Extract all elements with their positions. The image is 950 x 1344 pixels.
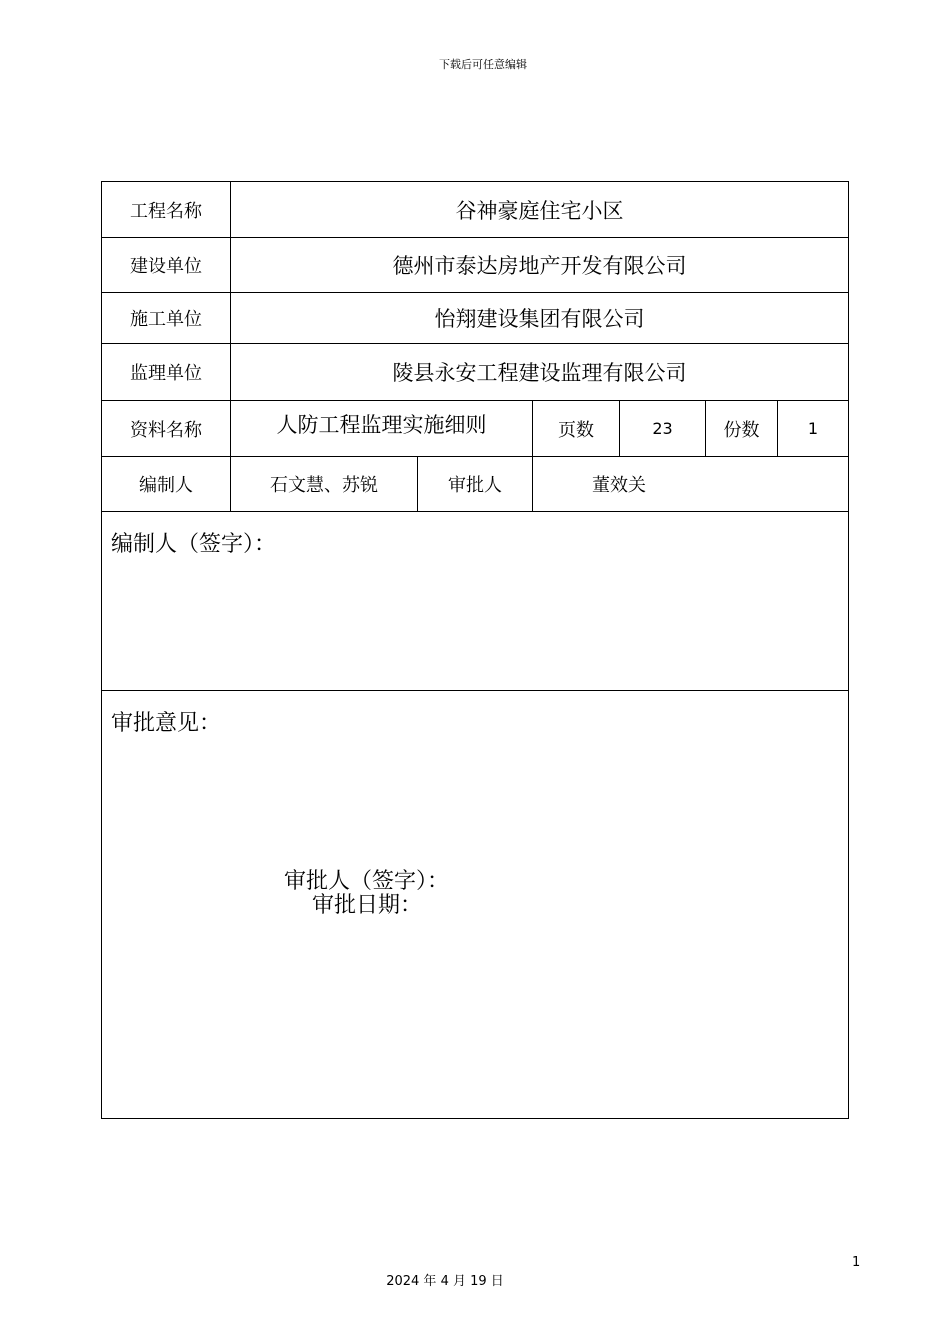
document-name-label: 资料名称 <box>130 419 202 441</box>
footer-date: 2024 年 4 月 19 日 <box>386 1274 504 1289</box>
supervision-unit-label: 监理单位 <box>130 363 202 384</box>
page-number: 1 <box>852 1255 861 1270</box>
approver-label: 审批人 <box>448 475 502 496</box>
contractor-unit-label: 施工单位 <box>130 309 202 330</box>
compiler-value: 石文慧、苏锐 <box>270 475 378 496</box>
row-divider <box>102 511 848 512</box>
approver-value: 董效关 <box>592 475 646 496</box>
compiler-label: 编制人 <box>139 475 193 496</box>
construction-unit-value: 德州市泰达房地产开发有限公司 <box>392 254 687 278</box>
construction-unit-label: 建设单位 <box>130 256 202 277</box>
project-name-value: 谷神豪庭住宅小区 <box>455 198 624 223</box>
supervision-unit-value: 陵县永安工程建设监理有限公司 <box>392 361 687 385</box>
project-name-label: 工程名称 <box>130 200 202 222</box>
approval-opinion-label: 审批意见： <box>111 711 222 736</box>
pages-value: 23 <box>652 419 673 438</box>
copies-value: 1 <box>807 419 819 438</box>
compiler-signature-label: 编制人（签字）： <box>111 532 277 557</box>
copies-label: 份数 <box>723 419 760 441</box>
approver-signature-label: 审批人（签字）： <box>284 869 450 894</box>
approval-form <box>101 181 849 1119</box>
pages-label: 页数 <box>558 419 594 441</box>
header-note: 下载后可任意编辑 <box>439 58 527 71</box>
approval-date-label: 审批日期： <box>312 893 423 918</box>
contractor-unit-value: 怡翔建设集团有限公司 <box>434 307 645 331</box>
document-name-value: 人防工程监理实施细则 <box>276 412 487 437</box>
row-divider <box>102 690 848 691</box>
